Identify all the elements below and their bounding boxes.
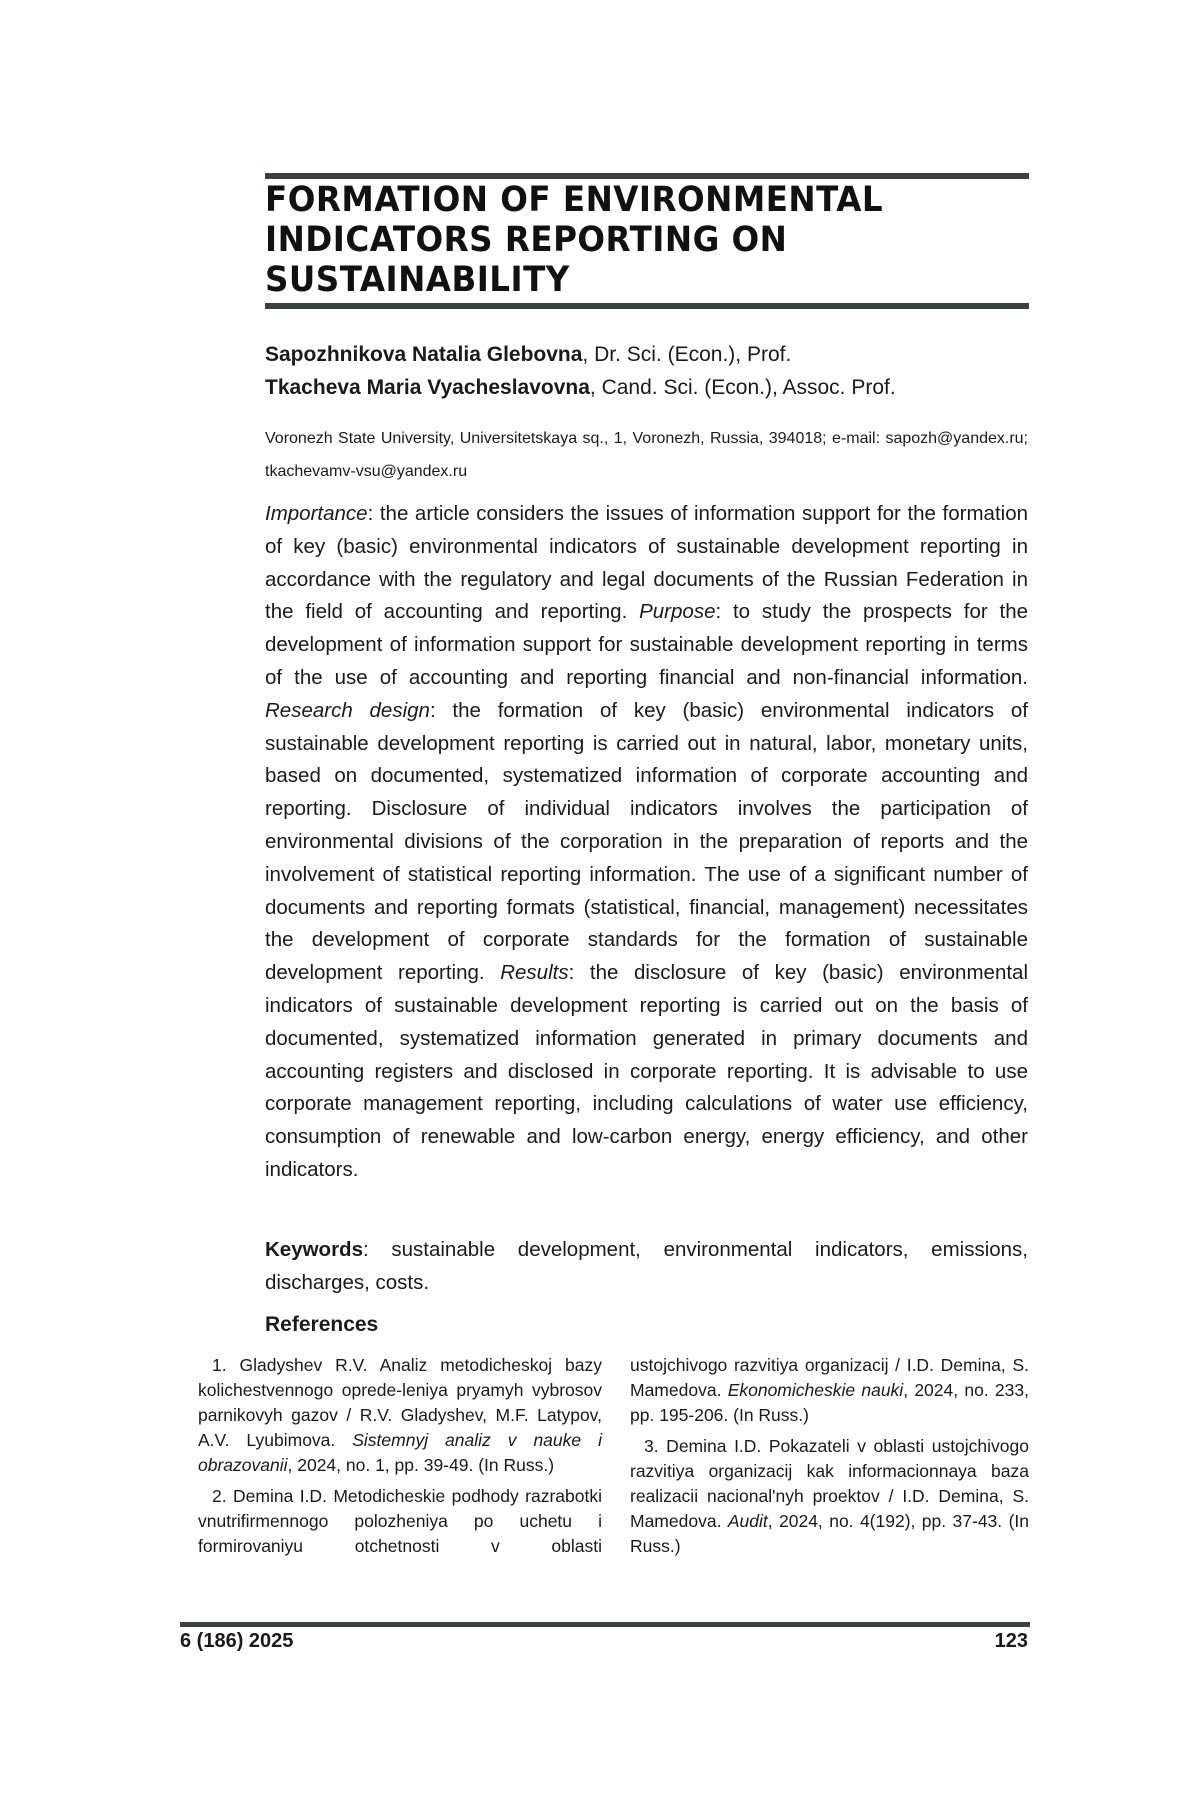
author-degree: , Dr. Sci. (Econ.), Prof. — [582, 343, 791, 366]
author-2 — [265, 376, 896, 400]
results-text: : the disclosure of key (basic) environmental indicators of sustainable development reporting is carried out on the basis of documented, systematized information generated in primary documents and accounting registers and disclosed in corporate reporting. It is advisable to use corporate management reporting, including calculations of water use efficiency, consumption of renewable and low-carbon energy, energy efficiency, and other indicators. — [265, 961, 1028, 1181]
reference-journal: Sistemnyj analiz v nauke i obrazovanii — [198, 1430, 602, 1475]
design-text: : the formation of key (basic) environmental indicators of sustainable development reporting is carried out in natural, labor, monetary units, based on documented, systematized information of corporate accounting and reporting. Disclosure of individual indicators involves the participation of environmental divisions of the corporation in the preparation of reports and the involvement of statistical reporting information. The use of a significant number of documents and reporting formats (statistical, financial, management) necessitates the development of corporate standards for the formation of sustainable development reporting. — [265, 699, 1028, 984]
issue-number: 6 (186) 2025 — [180, 1630, 293, 1653]
abstract — [265, 498, 1028, 1187]
importance-label: Importance — [265, 502, 368, 525]
reference-item-continued — [630, 1353, 1029, 1428]
reference-text: 2. Demina I.D. Metodicheskie podhody razrabotki vnutrifirmennogo polozheniya po uchetu i formirovaniyu otchetnosti v oblasti — [198, 1486, 602, 1556]
references-column-right — [630, 1353, 1029, 1565]
reference-journal: Ekonomicheskie nauki — [728, 1380, 904, 1400]
author-1 — [265, 343, 791, 367]
keywords — [265, 1233, 1028, 1299]
results-label: Results — [500, 961, 568, 984]
title-line: SUSTAINABILITY — [265, 260, 990, 300]
author-name: Tkacheva Maria Vyacheslavovna — [265, 376, 590, 399]
reference-text: 1. Gladyshev R.V. Analiz metodicheskoj bazy kolichestvennogo oprede-leniya pryamyh vybrosov parnikovyh gazov / R.V. Gladyshev, M.F. Latypov, A.V. Lyubimova. — [198, 1355, 602, 1450]
page-number: 123 — [995, 1630, 1028, 1653]
reference-journal: Audit — [728, 1511, 768, 1531]
references-heading: References — [265, 1313, 378, 1337]
design-label: Research design — [265, 699, 430, 722]
reference-tail: , 2024, no. 4(192), pp. 37-43. (In Russ.) — [630, 1511, 1029, 1556]
reference-item — [198, 1353, 602, 1478]
keywords-label: Keywords — [265, 1238, 363, 1261]
reference-tail: , 2024, no. 1, pp. 39-49. (In Russ.) — [288, 1455, 555, 1475]
references-column-left — [198, 1353, 602, 1565]
article-title — [265, 180, 990, 300]
author-name: Sapozhnikova Natalia Glebovna — [265, 343, 582, 366]
reference-item — [198, 1484, 602, 1559]
title-bottom-rule — [265, 303, 1029, 309]
title-top-rule — [265, 173, 1029, 179]
reference-text: 3. Demina I.D. Pokazateli v oblasti ustojchivogo razvitiya organizacij kak informacionnaya baza realizacii nacional'nyh proektov / I.D. Demina, S. Mamedova. — [630, 1436, 1029, 1531]
footer-rule — [180, 1622, 1030, 1627]
purpose-text: : to study the prospects for the development of information support for sustainable development reporting in terms of the use of accounting and reporting financial and non-financial information. — [265, 600, 1028, 689]
author-degree: , Cand. Sci. (Econ.), Assoc. Prof. — [590, 376, 896, 399]
purpose-label: Purpose — [639, 600, 715, 623]
reference-text: ustojchivogo razvitiya organizacij / I.D. Demina, S. Mamedova. — [630, 1355, 1029, 1400]
keywords-text: : sustainable development, environmental indicators, emissions, discharges, costs. — [265, 1238, 1028, 1294]
reference-tail: , 2024, no. 233, pp. 195-206. (In Russ.) — [630, 1380, 1029, 1425]
importance-text: : the article considers the issues of information support for the formation of key (basic) environmental indicators of sustainable development reporting in accordance with the regulatory and legal documents of the Russian Federation in the field of accounting and reporting. — [265, 502, 1028, 623]
title-line: FORMATION OF ENVIRONMENTAL — [265, 180, 990, 220]
title-line: INDICATORS REPORTING ON — [265, 220, 990, 260]
reference-item — [630, 1434, 1029, 1559]
affiliation: Voronezh State University, Universitetskaya sq., 1, Voronezh, Russia, 394018; e-mail: sapozh@yandex.ru; tkachevamv-vsu@yandex.ru — [265, 422, 1028, 488]
